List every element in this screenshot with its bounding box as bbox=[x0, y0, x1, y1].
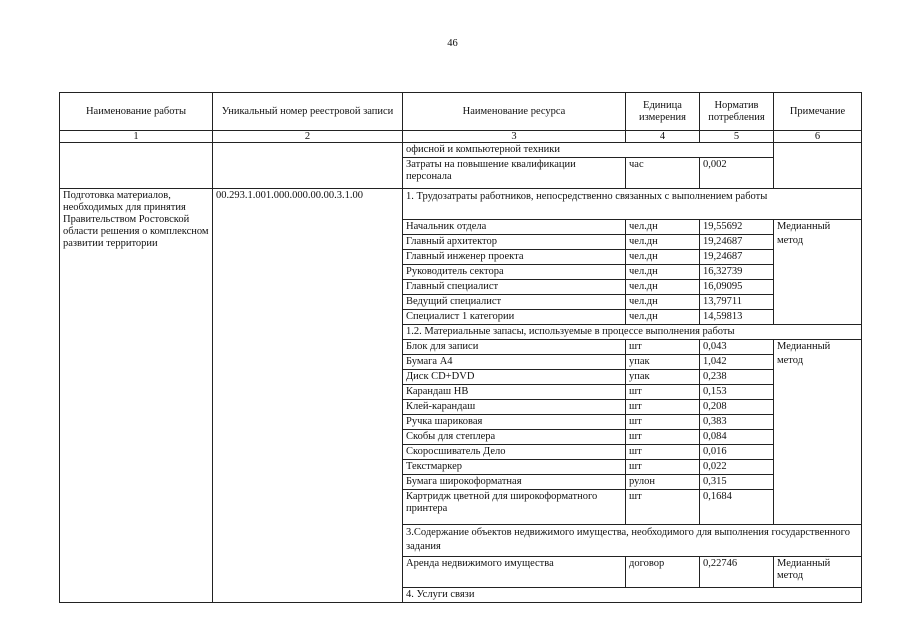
unit-cell: шт bbox=[626, 445, 700, 460]
norm-cell: 0,208 bbox=[700, 400, 774, 415]
col-number: 6 bbox=[774, 131, 862, 143]
unit-cell: шт bbox=[626, 490, 700, 525]
resource-name-cell: Аренда недвижимого имущества bbox=[403, 557, 626, 588]
col-number: 4 bbox=[626, 131, 700, 143]
norm-cell: 0,22746 bbox=[700, 557, 774, 588]
resource-name-cell: Главный инженер проекта bbox=[403, 250, 626, 265]
resource-name-cell: Руководитель сектора bbox=[403, 265, 626, 280]
resource-name-cell: Затраты на повышение квалификации персонала bbox=[403, 158, 626, 189]
unit-cell: шт bbox=[626, 385, 700, 400]
note-cell-continued bbox=[774, 143, 862, 189]
norm-cell: 0,315 bbox=[700, 475, 774, 490]
note-cell: Медианный метод bbox=[774, 220, 862, 325]
resource-name-cell: Текстмаркер bbox=[403, 460, 626, 475]
norm-cell: 13,79711 bbox=[700, 295, 774, 310]
resource-name-cell: Карандаш НВ bbox=[403, 385, 626, 400]
note-cell: Медианный метод bbox=[774, 340, 862, 525]
resource-name-cell: Специалист 1 категории bbox=[403, 310, 626, 325]
resource-name-cell: Главный архитектор bbox=[403, 235, 626, 250]
section-title: 1.2. Материальные запасы, используемые в процессе выполнения работы bbox=[403, 325, 862, 340]
section-title: 4. Услуги связи bbox=[403, 588, 862, 603]
resource-name-cell: Диск CD+DVD bbox=[403, 370, 626, 385]
unit-cell: шт bbox=[626, 400, 700, 415]
unit-cell: чел.дн bbox=[626, 295, 700, 310]
resource-name-cell: Главный специалист bbox=[403, 280, 626, 295]
unit-cell: шт bbox=[626, 415, 700, 430]
section-title: 1. Трудозатраты работников, непосредственно связанных с выполнением работы bbox=[403, 189, 862, 220]
resource-name-cell: Бумага А4 bbox=[403, 355, 626, 370]
page-number: 46 bbox=[447, 38, 458, 49]
norm-cell: 19,24687 bbox=[700, 250, 774, 265]
table-row bbox=[60, 143, 862, 158]
unit-cell: чел.дн bbox=[626, 280, 700, 295]
norm-cell: 0,043 bbox=[700, 340, 774, 355]
norm-cell: 16,09095 bbox=[700, 280, 774, 295]
norm-cell: 0,002 bbox=[700, 158, 774, 189]
col-number: 3 bbox=[403, 131, 626, 143]
col-number: 2 bbox=[213, 131, 403, 143]
registry-number-cell: 00.293.1.001.000.000.00.00.3.1.00 bbox=[213, 189, 403, 603]
norm-cell: 1,042 bbox=[700, 355, 774, 370]
norm-cell: 0,1684 bbox=[700, 490, 774, 525]
norm-cell: 19,24687 bbox=[700, 235, 774, 250]
header-resource-name: Наименование ресурса bbox=[403, 93, 626, 131]
work-name-cell: Подготовка материалов, необходимых для принятия Правительством Ростовской области решения о комплексном развитии территории bbox=[60, 189, 213, 603]
header-work-name: Наименование работы bbox=[60, 93, 213, 131]
section-title: 3.Содержание объектов недвижимого имущества, необходимого для выполнения государственного задания bbox=[403, 525, 862, 557]
unit-cell: чел.дн bbox=[626, 250, 700, 265]
resource-name-cell: Бумага широкоформатная bbox=[403, 475, 626, 490]
resource-name-cell: Начальник отдела bbox=[403, 220, 626, 235]
unit-cell: шт bbox=[626, 340, 700, 355]
column-number-row bbox=[60, 131, 862, 143]
norm-cell: 19,55692 bbox=[700, 220, 774, 235]
col-number: 5 bbox=[700, 131, 774, 143]
header-note: Примечание bbox=[774, 93, 862, 131]
norm-cell: 16,32739 bbox=[700, 265, 774, 280]
unit-cell: упак bbox=[626, 355, 700, 370]
registry-cell-continued bbox=[213, 143, 403, 189]
header-unit: Единица измерения bbox=[626, 93, 700, 131]
resource-name-cell: Клей-карандаш bbox=[403, 400, 626, 415]
unit-cell: чел.дн bbox=[626, 310, 700, 325]
norm-cell: 0,084 bbox=[700, 430, 774, 445]
resource-name-cell: Картридж цветной для широкоформатного принтера bbox=[403, 490, 626, 525]
resource-name-cell: Скоросшиватель Дело bbox=[403, 445, 626, 460]
resource-name-cell: Скобы для степлера bbox=[403, 430, 626, 445]
unit-cell: упак bbox=[626, 370, 700, 385]
section-title-row bbox=[60, 189, 862, 220]
norm-cell: 14,59813 bbox=[700, 310, 774, 325]
header-norm: Норматив потребления bbox=[700, 93, 774, 131]
col-number: 1 bbox=[60, 131, 213, 143]
unit-cell: чел.дн bbox=[626, 220, 700, 235]
unit-cell: договор bbox=[626, 557, 700, 588]
unit-cell: чел.дн bbox=[626, 265, 700, 280]
header-row bbox=[60, 93, 862, 131]
unit-cell: рулон bbox=[626, 475, 700, 490]
unit-cell: шт bbox=[626, 460, 700, 475]
norm-cell: 0,016 bbox=[700, 445, 774, 460]
norm-cell: 0,238 bbox=[700, 370, 774, 385]
resource-name-cell: офисной и компьютерной техники bbox=[403, 143, 774, 158]
norm-cell: 0,383 bbox=[700, 415, 774, 430]
unit-cell: шт bbox=[626, 430, 700, 445]
unit-cell: час bbox=[626, 158, 700, 189]
unit-cell: чел.дн bbox=[626, 235, 700, 250]
note-cell: Медианный метод bbox=[774, 557, 862, 588]
resource-name-cell: Ведущий специалист bbox=[403, 295, 626, 310]
resource-name-cell: Блок для записи bbox=[403, 340, 626, 355]
header-registry-number: Уникальный номер реестровой записи bbox=[213, 93, 403, 131]
resource-name-cell: Ручка шариковая bbox=[403, 415, 626, 430]
norm-cell: 0,022 bbox=[700, 460, 774, 475]
norm-cell: 0,153 bbox=[700, 385, 774, 400]
work-name-cell-continued bbox=[60, 143, 213, 189]
resource-norms-table bbox=[59, 92, 862, 603]
